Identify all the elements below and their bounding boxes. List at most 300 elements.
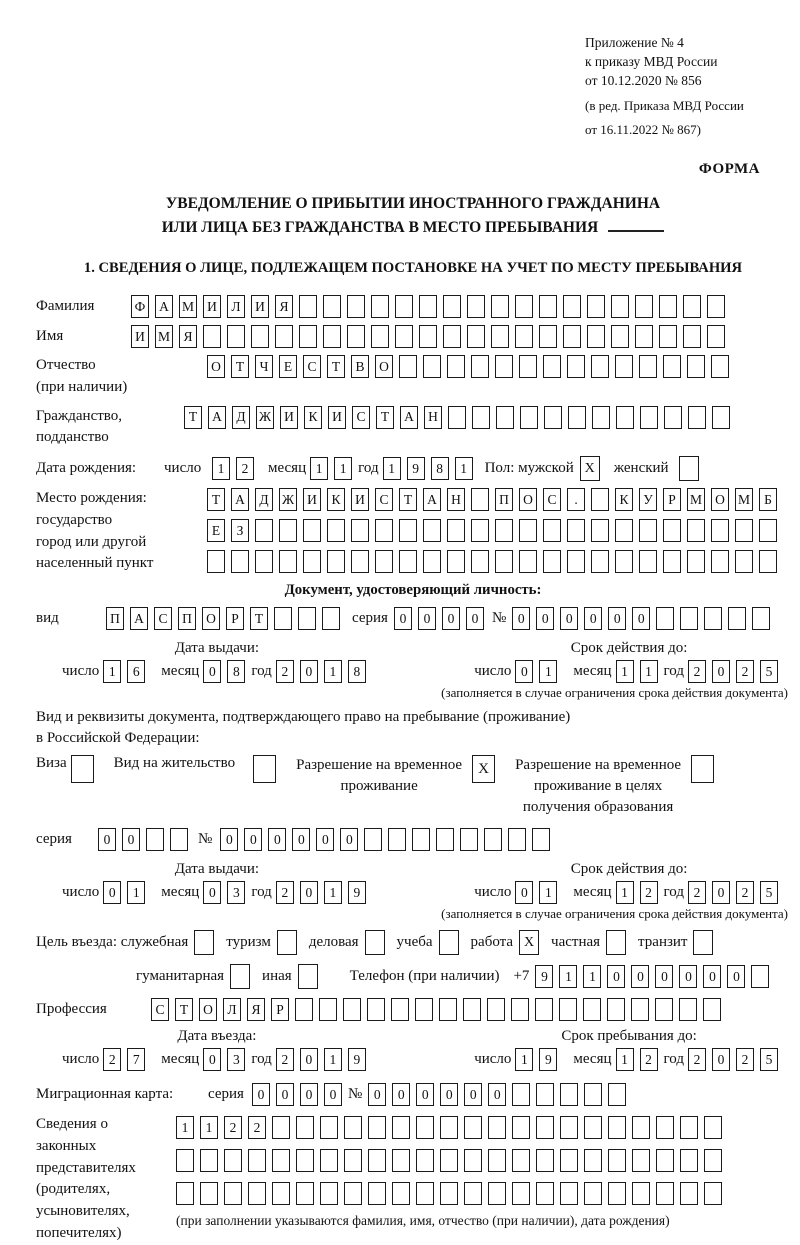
char-cell[interactable]: О	[711, 488, 729, 511]
char-cell[interactable]	[568, 406, 586, 429]
char-cell[interactable]	[616, 406, 634, 429]
char-cell[interactable]: Е	[207, 519, 225, 542]
char-cell[interactable]	[512, 1116, 530, 1139]
char-cell[interactable]	[488, 1149, 506, 1172]
char-cell[interactable]: 0	[442, 607, 460, 630]
char-cell[interactable]: П	[495, 488, 513, 511]
char-cell[interactable]: К	[304, 406, 322, 429]
char-cell[interactable]	[274, 607, 292, 630]
char-cell[interactable]	[323, 295, 341, 318]
char-cell[interactable]: И	[280, 406, 298, 429]
char-cell[interactable]: И	[251, 295, 269, 318]
char-cell[interactable]	[460, 828, 478, 851]
char-cell[interactable]	[520, 406, 538, 429]
char-cell[interactable]: 0	[466, 607, 484, 630]
char-cell[interactable]: 2	[688, 660, 706, 683]
char-cell[interactable]	[423, 519, 441, 542]
char-cell[interactable]	[303, 550, 321, 573]
char-cell[interactable]: О	[202, 607, 220, 630]
char-cell[interactable]	[591, 355, 609, 378]
char-cell[interactable]: 0	[631, 965, 649, 988]
char-cell[interactable]: 0	[703, 965, 721, 988]
char-cell[interactable]	[563, 295, 581, 318]
char-cell[interactable]	[487, 998, 505, 1021]
char-cell[interactable]: С	[352, 406, 370, 429]
char-cell[interactable]: М	[155, 325, 173, 348]
char-cell[interactable]	[495, 355, 513, 378]
purpose-study-checkbox[interactable]	[439, 930, 459, 955]
char-cell[interactable]: 1	[103, 660, 121, 683]
char-cell[interactable]	[680, 1182, 698, 1205]
char-cell[interactable]	[464, 1182, 482, 1205]
char-cell[interactable]: 3	[227, 1048, 245, 1071]
char-cell[interactable]	[656, 607, 674, 630]
char-cell[interactable]: Д	[255, 488, 273, 511]
char-cell[interactable]	[632, 1182, 650, 1205]
char-cell[interactable]	[560, 1182, 578, 1205]
char-cell[interactable]	[515, 295, 533, 318]
char-cell[interactable]: 2	[640, 1048, 658, 1071]
char-cell[interactable]: .	[567, 488, 585, 511]
char-cell[interactable]	[759, 550, 777, 573]
char-cell[interactable]: Т	[399, 488, 417, 511]
char-cell[interactable]	[712, 406, 730, 429]
char-cell[interactable]: 0	[203, 1048, 221, 1071]
char-cell[interactable]: А	[208, 406, 226, 429]
char-cell[interactable]: К	[327, 488, 345, 511]
char-cell[interactable]: 1	[616, 1048, 634, 1071]
char-cell[interactable]: 2	[103, 1048, 121, 1071]
char-cell[interactable]	[443, 295, 461, 318]
char-cell[interactable]	[543, 550, 561, 573]
char-cell[interactable]	[296, 1116, 314, 1139]
char-cell[interactable]	[322, 607, 340, 630]
char-cell[interactable]: 0	[655, 965, 673, 988]
char-cell[interactable]	[631, 998, 649, 1021]
char-cell[interactable]	[591, 488, 609, 511]
char-cell[interactable]	[611, 295, 629, 318]
char-cell[interactable]	[679, 998, 697, 1021]
char-cell[interactable]	[391, 998, 409, 1021]
char-cell[interactable]	[392, 1182, 410, 1205]
char-cell[interactable]	[368, 1182, 386, 1205]
char-cell[interactable]	[344, 1182, 362, 1205]
char-cell[interactable]	[608, 1083, 626, 1106]
char-cell[interactable]: 8	[431, 457, 449, 480]
char-cell[interactable]	[683, 325, 701, 348]
char-cell[interactable]: 2	[688, 1048, 706, 1071]
char-cell[interactable]	[536, 1083, 554, 1106]
char-cell[interactable]: Л	[227, 295, 245, 318]
char-cell[interactable]	[227, 325, 245, 348]
char-cell[interactable]	[423, 355, 441, 378]
char-cell[interactable]: 0	[607, 965, 625, 988]
char-cell[interactable]	[680, 1149, 698, 1172]
char-cell[interactable]	[515, 325, 533, 348]
char-cell[interactable]: 0	[220, 828, 238, 851]
char-cell[interactable]	[231, 550, 249, 573]
sex-male-checkbox[interactable]: X	[580, 456, 600, 481]
char-cell[interactable]	[388, 828, 406, 851]
char-cell[interactable]: П	[106, 607, 124, 630]
char-cell[interactable]: М	[735, 488, 753, 511]
char-cell[interactable]	[375, 519, 393, 542]
char-cell[interactable]	[519, 550, 537, 573]
char-cell[interactable]	[659, 325, 677, 348]
char-cell[interactable]	[440, 1149, 458, 1172]
char-cell[interactable]: 1	[455, 457, 473, 480]
char-cell[interactable]	[295, 998, 313, 1021]
char-cell[interactable]: К	[615, 488, 633, 511]
char-cell[interactable]	[704, 1149, 722, 1172]
char-cell[interactable]: 2	[640, 881, 658, 904]
char-cell[interactable]: А	[155, 295, 173, 318]
char-cell[interactable]	[176, 1182, 194, 1205]
char-cell[interactable]	[491, 325, 509, 348]
char-cell[interactable]	[512, 1149, 530, 1172]
edu-residence-permit-checkbox[interactable]	[691, 755, 714, 783]
char-cell[interactable]	[296, 1182, 314, 1205]
char-cell[interactable]	[320, 1149, 338, 1172]
char-cell[interactable]: О	[375, 355, 393, 378]
char-cell[interactable]	[412, 828, 430, 851]
char-cell[interactable]: 0	[632, 607, 650, 630]
char-cell[interactable]	[663, 550, 681, 573]
char-cell[interactable]: 1	[515, 1048, 533, 1071]
char-cell[interactable]: 3	[227, 881, 245, 904]
char-cell[interactable]: С	[543, 488, 561, 511]
char-cell[interactable]: 8	[348, 660, 366, 683]
char-cell[interactable]	[587, 325, 605, 348]
char-cell[interactable]: 0	[300, 660, 318, 683]
char-cell[interactable]: 0	[679, 965, 697, 988]
char-cell[interactable]	[323, 325, 341, 348]
char-cell[interactable]	[495, 519, 513, 542]
char-cell[interactable]: 0	[268, 828, 286, 851]
char-cell[interactable]	[399, 519, 417, 542]
purpose-transit-checkbox[interactable]	[693, 930, 713, 955]
char-cell[interactable]	[347, 295, 365, 318]
char-cell[interactable]	[248, 1149, 266, 1172]
char-cell[interactable]	[279, 550, 297, 573]
char-cell[interactable]	[471, 488, 489, 511]
char-cell[interactable]: 0	[252, 1083, 270, 1106]
char-cell[interactable]: С	[151, 998, 169, 1021]
char-cell[interactable]	[707, 325, 725, 348]
char-cell[interactable]: Т	[207, 488, 225, 511]
char-cell[interactable]	[567, 519, 585, 542]
char-cell[interactable]	[344, 1149, 362, 1172]
char-cell[interactable]	[320, 1116, 338, 1139]
char-cell[interactable]	[319, 998, 337, 1021]
char-cell[interactable]: 0	[103, 881, 121, 904]
char-cell[interactable]	[395, 295, 413, 318]
char-cell[interactable]	[632, 1116, 650, 1139]
char-cell[interactable]: 0	[244, 828, 262, 851]
char-cell[interactable]: 0	[394, 607, 412, 630]
char-cell[interactable]: С	[303, 355, 321, 378]
char-cell[interactable]	[511, 998, 529, 1021]
purpose-humanitarian-checkbox[interactable]	[230, 964, 250, 989]
char-cell[interactable]: И	[131, 325, 149, 348]
char-cell[interactable]	[560, 1116, 578, 1139]
char-cell[interactable]: 0	[536, 607, 554, 630]
char-cell[interactable]	[392, 1149, 410, 1172]
sex-female-checkbox[interactable]	[679, 456, 699, 481]
char-cell[interactable]	[608, 1182, 626, 1205]
char-cell[interactable]	[615, 355, 633, 378]
char-cell[interactable]	[608, 1149, 626, 1172]
char-cell[interactable]	[688, 406, 706, 429]
char-cell[interactable]: 0	[464, 1083, 482, 1106]
char-cell[interactable]: 0	[712, 881, 730, 904]
char-cell[interactable]	[508, 828, 526, 851]
char-cell[interactable]: 9	[407, 457, 425, 480]
char-cell[interactable]: 2	[276, 1048, 294, 1071]
char-cell[interactable]	[584, 1083, 602, 1106]
char-cell[interactable]	[560, 1149, 578, 1172]
char-cell[interactable]	[255, 519, 273, 542]
char-cell[interactable]	[519, 355, 537, 378]
char-cell[interactable]	[711, 355, 729, 378]
char-cell[interactable]	[347, 325, 365, 348]
char-cell[interactable]	[419, 325, 437, 348]
char-cell[interactable]: 0	[368, 1083, 386, 1106]
char-cell[interactable]	[632, 1149, 650, 1172]
char-cell[interactable]: Ч	[255, 355, 273, 378]
char-cell[interactable]	[591, 519, 609, 542]
char-cell[interactable]	[419, 295, 437, 318]
char-cell[interactable]: 1	[583, 965, 601, 988]
char-cell[interactable]: Т	[184, 406, 202, 429]
char-cell[interactable]: О	[207, 355, 225, 378]
char-cell[interactable]: 9	[348, 1048, 366, 1071]
char-cell[interactable]	[607, 998, 625, 1021]
char-cell[interactable]	[544, 406, 562, 429]
char-cell[interactable]	[560, 1083, 578, 1106]
char-cell[interactable]: 0	[203, 881, 221, 904]
char-cell[interactable]	[752, 607, 770, 630]
char-cell[interactable]: 2	[736, 881, 754, 904]
char-cell[interactable]	[371, 325, 389, 348]
char-cell[interactable]	[464, 1116, 482, 1139]
char-cell[interactable]: О	[199, 998, 217, 1021]
char-cell[interactable]	[299, 295, 317, 318]
purpose-other-checkbox[interactable]	[298, 964, 318, 989]
char-cell[interactable]	[680, 607, 698, 630]
char-cell[interactable]: Т	[376, 406, 394, 429]
char-cell[interactable]	[639, 550, 657, 573]
char-cell[interactable]	[467, 325, 485, 348]
char-cell[interactable]	[656, 1116, 674, 1139]
char-cell[interactable]: Ж	[256, 406, 274, 429]
char-cell[interactable]	[344, 1116, 362, 1139]
char-cell[interactable]: Л	[223, 998, 241, 1021]
char-cell[interactable]: 2	[248, 1116, 266, 1139]
char-cell[interactable]: 2	[224, 1116, 242, 1139]
char-cell[interactable]	[519, 519, 537, 542]
char-cell[interactable]: А	[400, 406, 418, 429]
char-cell[interactable]	[635, 325, 653, 348]
char-cell[interactable]	[683, 295, 701, 318]
char-cell[interactable]	[368, 1149, 386, 1172]
char-cell[interactable]	[327, 550, 345, 573]
char-cell[interactable]: И	[351, 488, 369, 511]
char-cell[interactable]	[224, 1182, 242, 1205]
char-cell[interactable]: 1	[324, 1048, 342, 1071]
char-cell[interactable]: 0	[203, 660, 221, 683]
char-cell[interactable]	[584, 1149, 602, 1172]
char-cell[interactable]	[272, 1149, 290, 1172]
char-cell[interactable]	[439, 998, 457, 1021]
char-cell[interactable]	[512, 1182, 530, 1205]
char-cell[interactable]	[448, 406, 466, 429]
char-cell[interactable]	[272, 1182, 290, 1205]
char-cell[interactable]: 1	[176, 1116, 194, 1139]
char-cell[interactable]: 9	[535, 965, 553, 988]
char-cell[interactable]: С	[375, 488, 393, 511]
char-cell[interactable]: М	[179, 295, 197, 318]
char-cell[interactable]	[299, 325, 317, 348]
char-cell[interactable]: Ж	[279, 488, 297, 511]
char-cell[interactable]	[467, 295, 485, 318]
char-cell[interactable]	[591, 550, 609, 573]
char-cell[interactable]	[535, 998, 553, 1021]
char-cell[interactable]: 0	[512, 607, 530, 630]
char-cell[interactable]: 0	[560, 607, 578, 630]
visa-checkbox[interactable]	[71, 755, 94, 783]
char-cell[interactable]: 2	[688, 881, 706, 904]
char-cell[interactable]: 1	[616, 881, 634, 904]
char-cell[interactable]	[491, 295, 509, 318]
char-cell[interactable]: Т	[231, 355, 249, 378]
char-cell[interactable]	[367, 998, 385, 1021]
char-cell[interactable]: З	[231, 519, 249, 542]
char-cell[interactable]: Е	[279, 355, 297, 378]
char-cell[interactable]	[395, 325, 413, 348]
char-cell[interactable]: 8	[227, 660, 245, 683]
char-cell[interactable]: 5	[760, 881, 778, 904]
char-cell[interactable]	[399, 355, 417, 378]
char-cell[interactable]: Я	[179, 325, 197, 348]
char-cell[interactable]: 0	[416, 1083, 434, 1106]
char-cell[interactable]: 1	[324, 881, 342, 904]
char-cell[interactable]: 0	[440, 1083, 458, 1106]
char-cell[interactable]	[704, 607, 722, 630]
char-cell[interactable]: 0	[122, 828, 140, 851]
char-cell[interactable]: 1	[559, 965, 577, 988]
char-cell[interactable]	[664, 406, 682, 429]
char-cell[interactable]	[248, 1182, 266, 1205]
char-cell[interactable]: Н	[447, 488, 465, 511]
char-cell[interactable]: 0	[340, 828, 358, 851]
char-cell[interactable]: Р	[663, 488, 681, 511]
char-cell[interactable]: 0	[392, 1083, 410, 1106]
char-cell[interactable]: Д	[232, 406, 250, 429]
char-cell[interactable]: Т	[327, 355, 345, 378]
char-cell[interactable]: О	[519, 488, 537, 511]
char-cell[interactable]	[707, 295, 725, 318]
char-cell[interactable]	[298, 607, 316, 630]
char-cell[interactable]	[567, 355, 585, 378]
char-cell[interactable]	[680, 1116, 698, 1139]
char-cell[interactable]	[639, 519, 657, 542]
char-cell[interactable]	[351, 519, 369, 542]
char-cell[interactable]	[687, 355, 705, 378]
char-cell[interactable]	[663, 519, 681, 542]
char-cell[interactable]	[663, 355, 681, 378]
char-cell[interactable]: 1	[640, 660, 658, 683]
temp-residence-permit-checkbox[interactable]: X	[472, 755, 495, 783]
char-cell[interactable]	[512, 1083, 530, 1106]
char-cell[interactable]	[656, 1182, 674, 1205]
char-cell[interactable]	[536, 1182, 554, 1205]
char-cell[interactable]: Ф	[131, 295, 149, 318]
char-cell[interactable]: 1	[324, 660, 342, 683]
char-cell[interactable]: 2	[736, 660, 754, 683]
char-cell[interactable]: 2	[276, 881, 294, 904]
char-cell[interactable]: 0	[276, 1083, 294, 1106]
char-cell[interactable]: Р	[226, 607, 244, 630]
char-cell[interactable]	[416, 1149, 434, 1172]
char-cell[interactable]: 0	[316, 828, 334, 851]
char-cell[interactable]: 0	[300, 1048, 318, 1071]
char-cell[interactable]	[639, 355, 657, 378]
char-cell[interactable]	[583, 998, 601, 1021]
char-cell[interactable]	[536, 1149, 554, 1172]
char-cell[interactable]	[615, 550, 633, 573]
char-cell[interactable]	[207, 550, 225, 573]
char-cell[interactable]: 5	[760, 1048, 778, 1071]
char-cell[interactable]: 0	[300, 881, 318, 904]
char-cell[interactable]: 1	[383, 457, 401, 480]
char-cell[interactable]: Я	[275, 295, 293, 318]
char-cell[interactable]	[704, 1182, 722, 1205]
char-cell[interactable]	[176, 1149, 194, 1172]
char-cell[interactable]: 0	[515, 660, 533, 683]
char-cell[interactable]: 6	[127, 660, 145, 683]
char-cell[interactable]	[436, 828, 454, 851]
char-cell[interactable]: 0	[292, 828, 310, 851]
char-cell[interactable]	[423, 550, 441, 573]
char-cell[interactable]	[463, 998, 481, 1021]
purpose-tourism-checkbox[interactable]	[277, 930, 297, 955]
char-cell[interactable]	[488, 1116, 506, 1139]
char-cell[interactable]	[495, 550, 513, 573]
char-cell[interactable]	[275, 325, 293, 348]
char-cell[interactable]	[563, 325, 581, 348]
char-cell[interactable]	[687, 550, 705, 573]
char-cell[interactable]	[447, 355, 465, 378]
char-cell[interactable]	[735, 550, 753, 573]
char-cell[interactable]	[635, 295, 653, 318]
char-cell[interactable]	[608, 1116, 626, 1139]
char-cell[interactable]	[704, 1116, 722, 1139]
char-cell[interactable]: А	[130, 607, 148, 630]
char-cell[interactable]	[543, 355, 561, 378]
purpose-work-checkbox[interactable]: X	[519, 930, 539, 955]
char-cell[interactable]	[655, 998, 673, 1021]
char-cell[interactable]	[703, 998, 721, 1021]
char-cell[interactable]	[759, 519, 777, 542]
char-cell[interactable]	[539, 295, 557, 318]
char-cell[interactable]: И	[303, 488, 321, 511]
char-cell[interactable]: А	[423, 488, 441, 511]
char-cell[interactable]: Я	[247, 998, 265, 1021]
char-cell[interactable]	[496, 406, 514, 429]
char-cell[interactable]	[200, 1182, 218, 1205]
char-cell[interactable]: 0	[712, 1048, 730, 1071]
